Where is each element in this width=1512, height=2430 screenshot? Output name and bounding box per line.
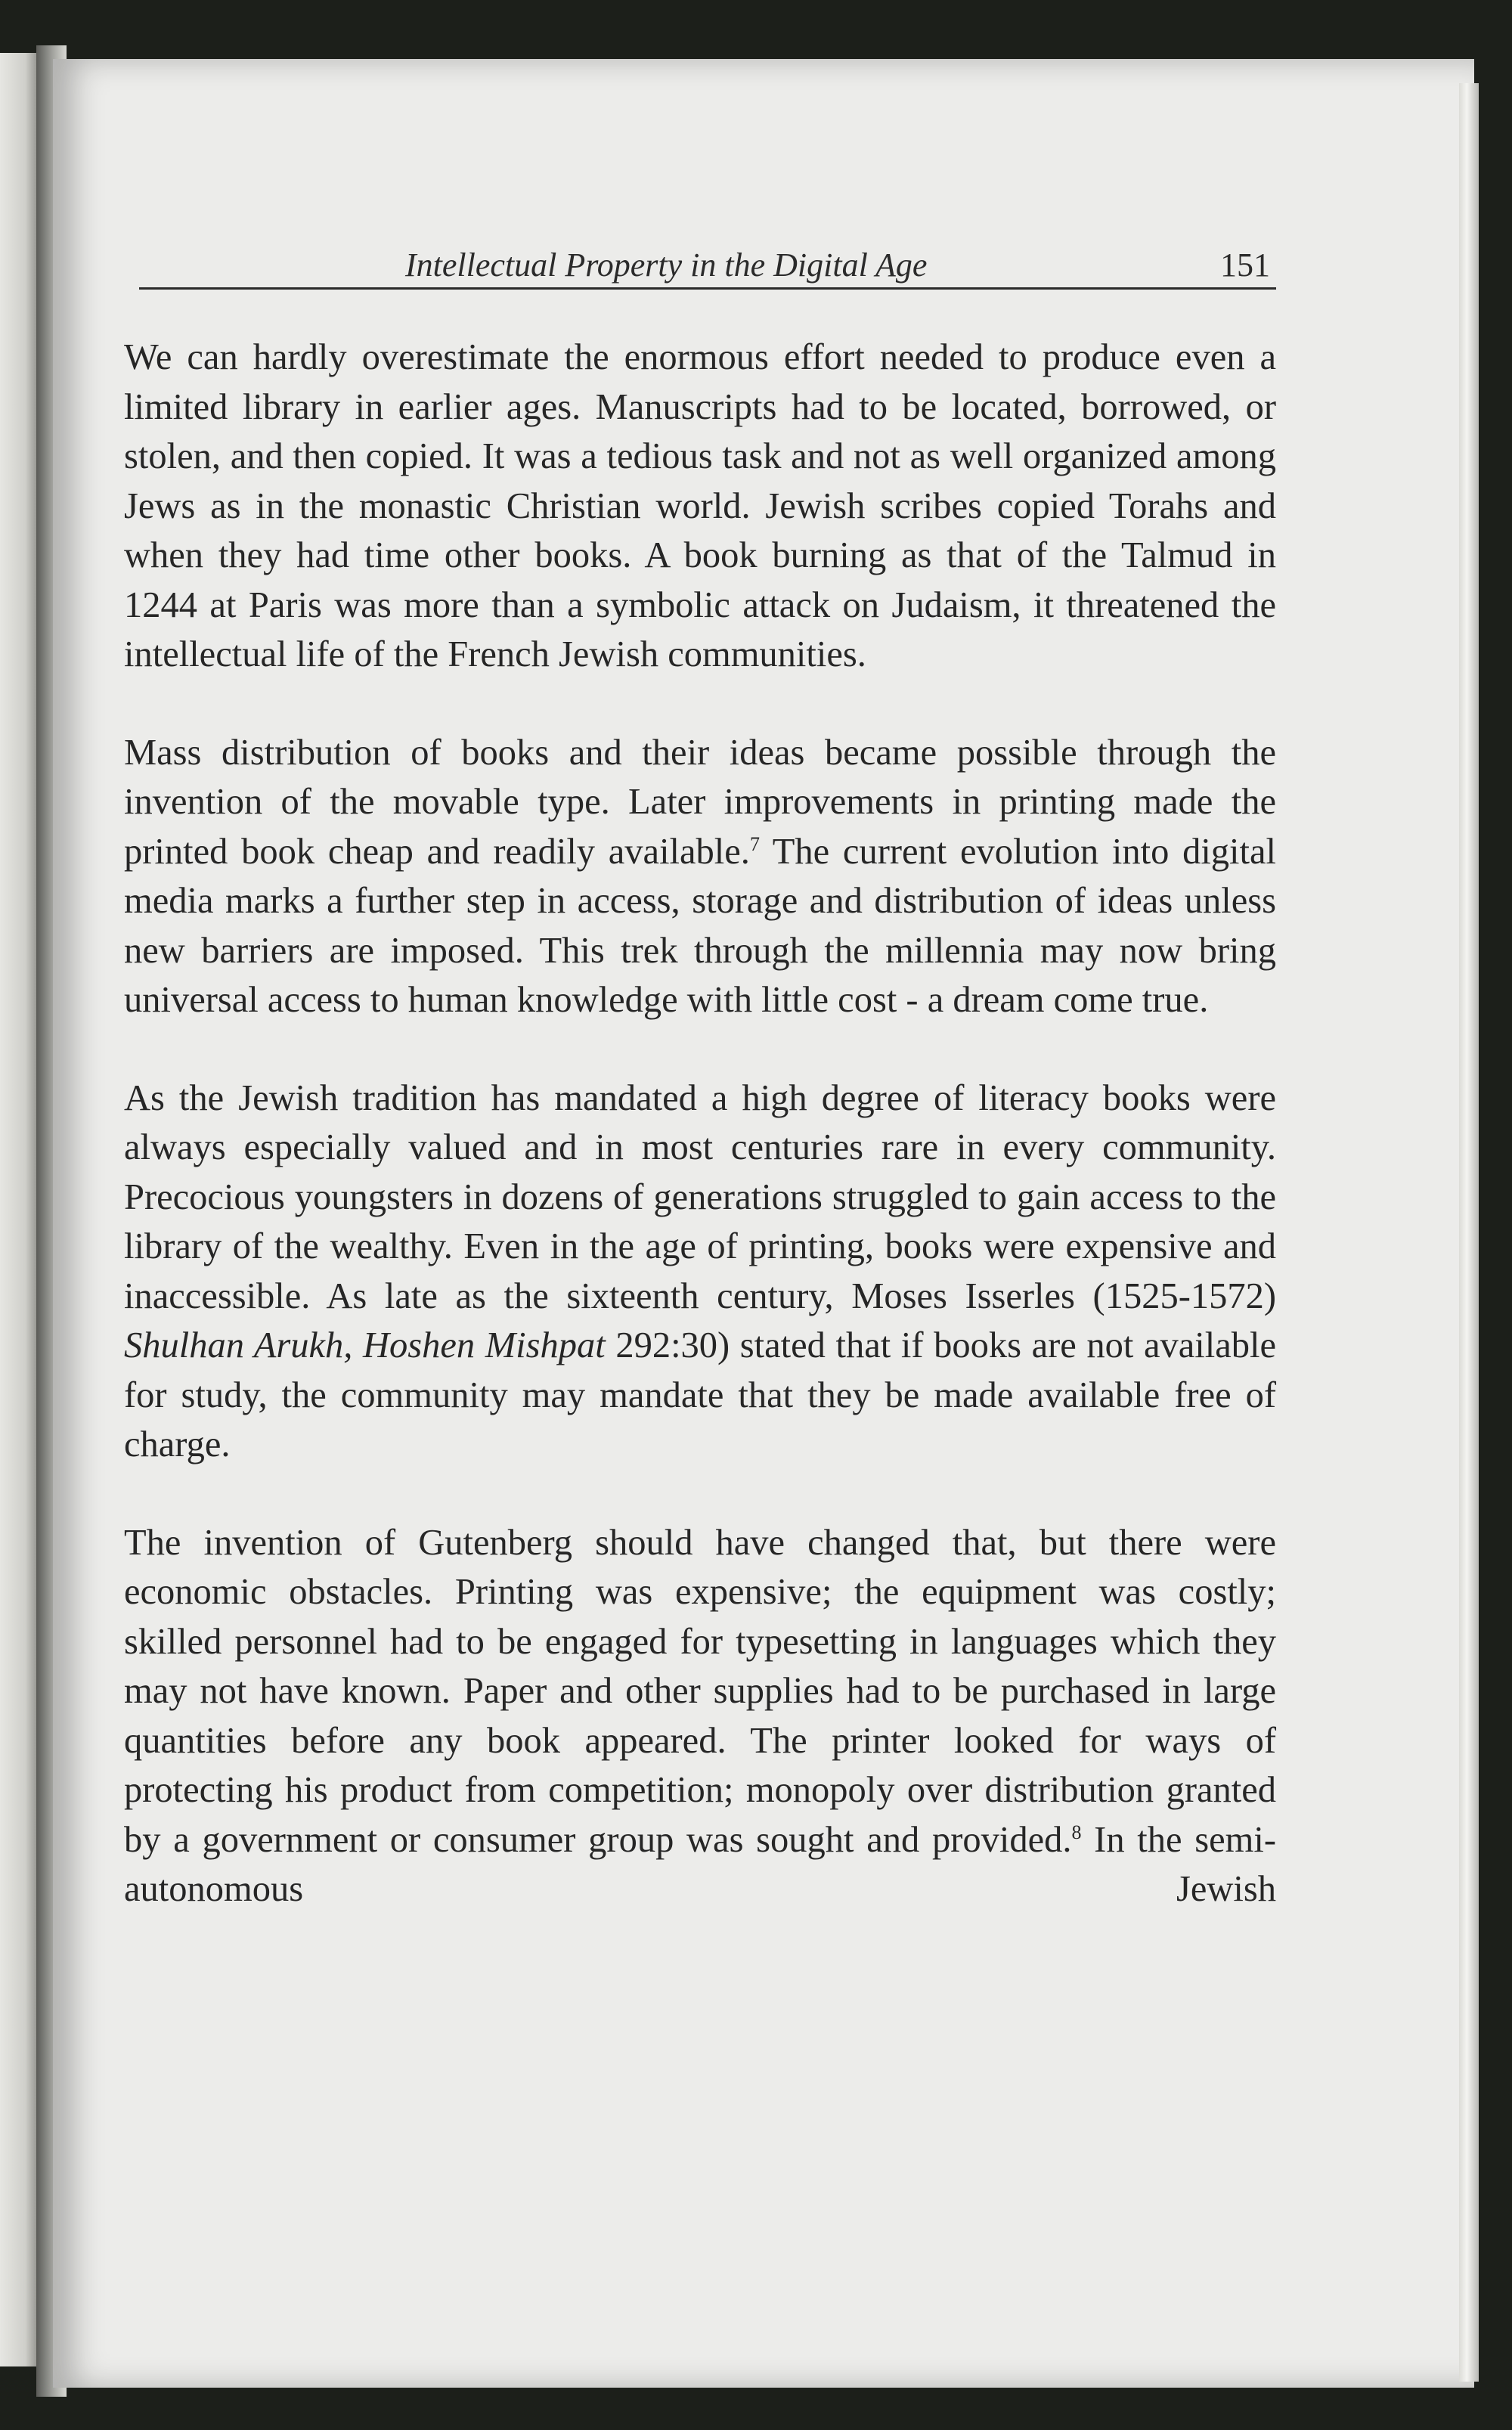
- paragraph-1-text: We can hardly overestimate the enormous effort needed to produce even a limited library in earlier ages. Manuscripts had to be located, borrowed, or stolen, and then copied. It was a tedious task and not as well organized among Jews as in the monastic Christian world. Jewish scribes copied Torahs and when they had time other books. A book burning as that of the Talmud in 1244 at Paris was more than a symbolic attack on Judaism, it threatened the intellectual life of the French Jewish communities.: [124, 337, 1276, 674]
- paragraph-3: [124, 1074, 1276, 1470]
- paragraph-3-text-a: As the Jewish tradition has mandated a high degree of literacy books were always especially valued and in most centuries rare in every community. Precocious youngsters in dozens of generations struggled to gain access to the library of the wealthy. Even in the age of printing, books were expensive and inaccessible. As late as the sixteenth century, Moses Isserles (1525-1572): [124, 1077, 1276, 1316]
- paragraph-4: [124, 1518, 1276, 1914]
- page-number: 151: [1220, 246, 1270, 284]
- footnote-ref-8: 8: [1071, 1821, 1082, 1843]
- paragraph-4-text-a: The invention of Gutenberg should have changed that, but there were economic obstacles. Printing was expensive; the equipment was costly; skilled personnel had to be engaged for typesetting in languages which they may not have known. Paper and other supplies had to be purchased in large quantities before any book appeared. The printer looked for ways of protecting his product from competition; monopoly over distribution granted by a government or consumer group was sought and provided.: [124, 1522, 1276, 1860]
- paragraph-2-text-a: Mass distribution of books and their ideas became possible through the invention of the movable type. Later improvements in printing made the printed book cheap and readily available.: [124, 732, 1276, 872]
- left-page-edge: [0, 53, 36, 2366]
- body-text: [124, 333, 1276, 1914]
- footnote-ref-7: 7: [749, 832, 760, 855]
- paragraph-2: [124, 728, 1276, 1025]
- page-fore-edge: [1459, 83, 1479, 2382]
- paragraph-4-text-b: In the semi-autonomous Jewish: [124, 1819, 1276, 1909]
- running-title: Intellectual Property in the Digital Age: [405, 246, 928, 284]
- paragraph-3-work-title: Shulhan Arukh, Hoshen Mishpat: [124, 1325, 606, 1365]
- paragraph-2-text-b: The current evolution into digital media marks a further step in access, storage and distribution of ideas unless new barriers are imposed. This trek through the millennia may now bring universal access to human knowledge with little cost - a dream come true.: [124, 831, 1277, 1020]
- running-header: [139, 240, 1276, 290]
- paragraph-1: [124, 333, 1276, 680]
- paragraph-3-text-b: 292:30) stated that if books are not available for study, the community may mandate that they be made available free of charge.: [124, 1325, 1276, 1465]
